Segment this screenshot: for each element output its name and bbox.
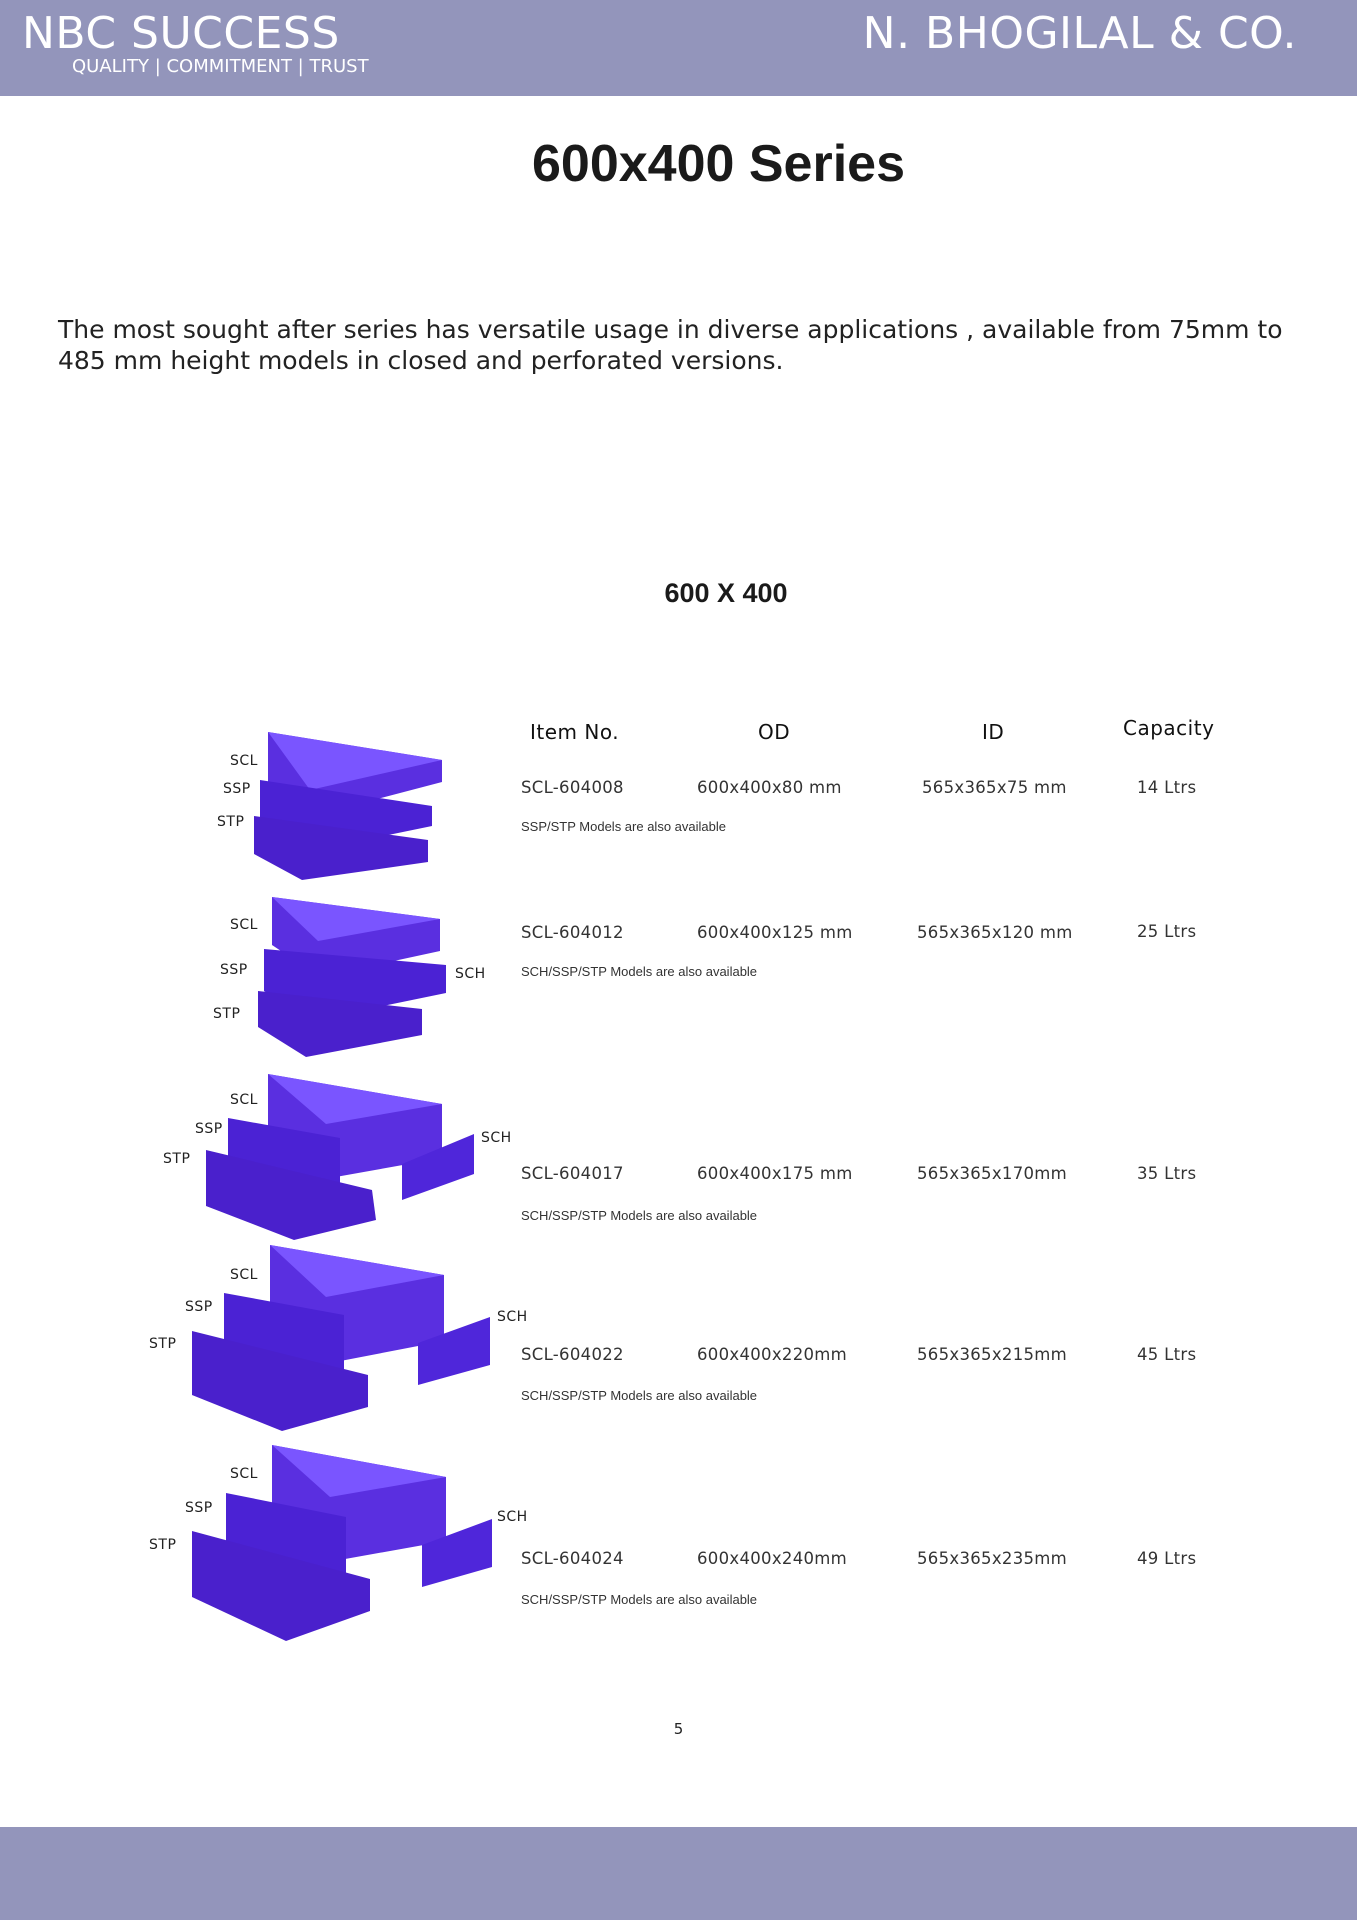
- crate-5-label-stp: STP: [149, 1537, 177, 1553]
- row-5-note: SCH/SSP/STP Models are also available: [521, 1592, 758, 1607]
- tagline: QUALITY | COMMITMENT | TRUST: [72, 56, 369, 77]
- crate-illustration-3: [140, 1060, 520, 1250]
- row-5-item: SCL-604024: [521, 1549, 624, 1568]
- crate-1-label-stp: STP: [217, 814, 245, 830]
- row-2-item: SCL-604012: [521, 923, 624, 942]
- crate-2-label-sch: SCH: [455, 966, 486, 982]
- row-1-note: SSP/STP Models are also available: [521, 819, 726, 834]
- page-number: 5: [673, 1720, 684, 1738]
- brand-right: N. BHOGILAL & CO.: [862, 8, 1297, 59]
- crate-4-label-stp: STP: [149, 1336, 177, 1352]
- crate-2-label-ssp: SSP: [220, 962, 248, 978]
- row-2-id: 565x365x120 mm: [917, 923, 1073, 942]
- row-4-id: 565x365x215mm: [917, 1345, 1068, 1364]
- row-3-id: 565x365x170mm: [917, 1164, 1068, 1183]
- crate-illustration-5: [140, 1435, 540, 1645]
- row-5-capacity: 49 Ltrs: [1137, 1549, 1197, 1568]
- row-2-note: SCH/SSP/STP Models are also available: [521, 964, 758, 979]
- crate-4-label-sch: SCH: [497, 1309, 528, 1325]
- row-4-capacity: 45 Ltrs: [1137, 1345, 1197, 1364]
- row-1-od: 600x400x80 mm: [697, 778, 842, 797]
- row-5-id: 565x365x235mm: [917, 1549, 1068, 1568]
- row-1-id: 565x365x75 mm: [922, 778, 1067, 797]
- crate-3-label-scl: SCL: [230, 1092, 258, 1108]
- header-id: ID: [982, 720, 1005, 744]
- brand-left: NBC SUCCESS: [22, 8, 340, 59]
- crate-4-label-scl: SCL: [230, 1267, 258, 1283]
- crate-2-label-stp: STP: [213, 1006, 241, 1022]
- row-3-item: SCL-604017: [521, 1164, 624, 1183]
- page-title: 600x400 Series: [531, 135, 905, 193]
- row-2-capacity: 25 Ltrs: [1137, 922, 1197, 941]
- crate-3-label-ssp: SSP: [195, 1121, 223, 1137]
- row-4-item: SCL-604022: [521, 1345, 624, 1364]
- crate-illustration-1: [140, 720, 480, 890]
- header-od: OD: [758, 720, 791, 744]
- intro-paragraph: The most sought after series has versatile usage in diverse applications , available from 75mm to 485 mm height models in closed and perforated versions.: [58, 315, 1283, 375]
- crate-illustration-2: [140, 885, 500, 1060]
- row-1-item: SCL-604008: [521, 778, 624, 797]
- row-3-capacity: 35 Ltrs: [1137, 1164, 1197, 1183]
- section-title: 600 X 400: [664, 578, 788, 608]
- row-2-od: 600x400x125 mm: [697, 923, 853, 942]
- header-capacity: Capacity: [1123, 716, 1215, 740]
- crate-1-label-ssp: SSP: [223, 781, 251, 797]
- row-4-od: 600x400x220mm: [697, 1345, 848, 1364]
- crate-5-label-scl: SCL: [230, 1466, 258, 1482]
- header-item-no: Item No.: [530, 720, 620, 744]
- row-4-note: SCH/SSP/STP Models are also available: [521, 1388, 758, 1403]
- footer-band: [0, 1827, 1357, 1920]
- row-1-capacity: 14 Ltrs: [1137, 778, 1197, 797]
- row-5-od: 600x400x240mm: [697, 1549, 848, 1568]
- row-3-od: 600x400x175 mm: [697, 1164, 853, 1183]
- crate-2-label-scl: SCL: [230, 917, 258, 933]
- crate-5-label-ssp: SSP: [185, 1500, 213, 1516]
- header-band: [0, 0, 1357, 96]
- crate-illustration-4: [140, 1235, 540, 1435]
- crate-5-label-sch: SCH: [497, 1509, 528, 1525]
- crate-1-label-scl: SCL: [230, 753, 258, 769]
- crate-4-label-ssp: SSP: [185, 1299, 213, 1315]
- crate-3-label-sch: SCH: [481, 1130, 512, 1146]
- crate-3-label-stp: STP: [163, 1151, 191, 1167]
- row-3-note: SCH/SSP/STP Models are also available: [521, 1208, 758, 1223]
